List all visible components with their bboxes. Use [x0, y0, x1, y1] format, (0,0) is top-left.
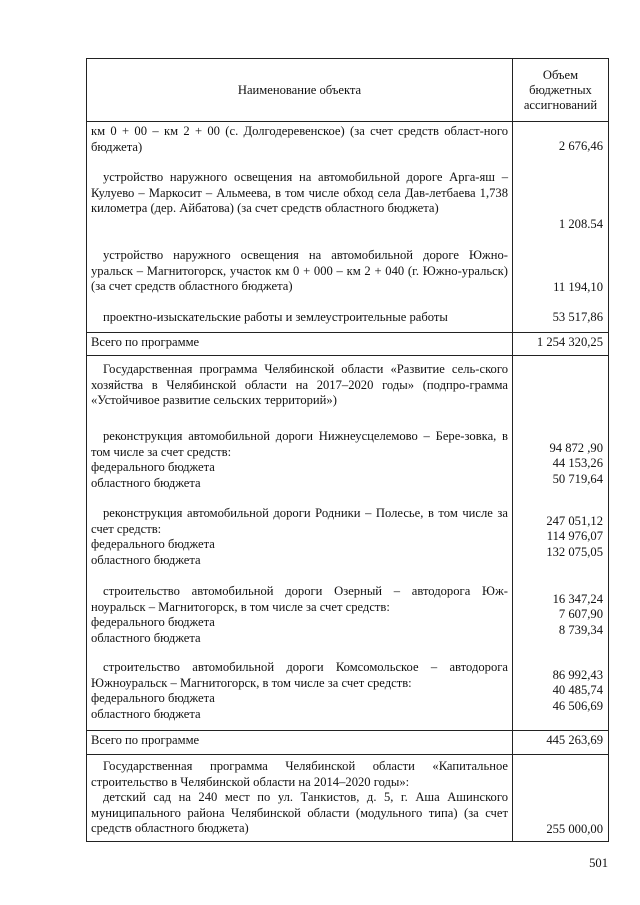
amount-value: 44 153,26: [552, 456, 603, 471]
object-name-cell: [87, 755, 513, 842]
program-title: Государственная программа Челябинской области «Капитальное строительство в Челябинской области на 2014–2020 годы»:: [91, 759, 508, 789]
amount-value: 94 872 ,90: [549, 440, 603, 455]
amount-value: 255 000,00: [513, 755, 609, 842]
amount-value: 46 506,69: [552, 698, 603, 713]
object-name-cell: [87, 356, 513, 731]
amount-cell: [513, 122, 609, 333]
amount-value: 16 347,24: [552, 591, 603, 606]
list-item: строительство автомобильной дороги Комсомольское – автодорога Южноуральск – Магнитогорск, в том числе за счет средств: федерального бюджета областного бюджета: [91, 660, 508, 721]
amount-value: 7 607,90: [558, 607, 603, 622]
total-label: Всего по программе: [87, 333, 513, 356]
amount-value: 40 485,74: [552, 683, 603, 698]
list-item: реконструкция автомобильной дороги Родники – Полесье, в том числе за счет средств: федерального бюджета областного бюджета: [91, 506, 508, 567]
amount-value: 8 739,34: [558, 622, 603, 637]
object-name-cell: [87, 122, 513, 333]
table-row: [87, 356, 609, 731]
list-item: детский сад на 240 мест по ул. Танкистов, д. 5, г. Аша Ашинского муниципального района Челябинской области (модульного типа) (за счет средств областного бюджета): [91, 790, 508, 836]
list-item: км 0 + 00 – км 2 + 00 (с. Долгодеревенское) (за счет средств област-ного бюджета): [91, 124, 508, 154]
list-item: проектно-изыскательские работы и землеустроительные работы: [103, 310, 448, 324]
program-title: Государственная программа Челябинской области «Развитие сель-ского хозяйства в Челябинской области на 2017–2020 годы» (подпро-грамма «Устойчивое развитие сельских территорий»): [91, 362, 508, 408]
column-header-amount: Объем бюджетных ассигнований: [513, 59, 609, 122]
table-row: [87, 755, 609, 842]
amount-cell: [513, 356, 609, 731]
table-header-row: [87, 59, 609, 122]
amount-value: 247 051,12: [546, 513, 603, 528]
table-row: [87, 122, 609, 333]
list-item: реконструкция автомобильной дороги Нижнеусцелемово – Бере-зовка, в том числе за счет средств: федерального бюджета областного бюджета: [91, 429, 508, 490]
list-item: устройство наружного освещения на автомобильной дороге Арга-яш – Кулуево – Маркосит – Альмеева, в том числе обход села Дав-летбаева 1,738 километра (дер. Айбатова) (за счет средств областного бюджета): [91, 170, 508, 216]
amount-value: 2 676,46: [558, 139, 603, 153]
amount-value: 53 517,86: [552, 310, 603, 324]
budget-table-page: [86, 58, 608, 842]
list-item: устройство наружного освещения на автомобильной дороге Южно-уральск – Магнитогорск, участок км 0 + 000 – км 2 + 040 (г. Южно-уральск) (за счет средств областного бюджета): [91, 248, 508, 294]
column-header-name: Наименование объекта: [87, 59, 513, 122]
amount-value: 114 976,07: [546, 529, 603, 544]
amount-value: 50 719,64: [552, 471, 603, 486]
amount-value: 132 075,05: [546, 544, 603, 559]
total-row: [87, 333, 609, 356]
total-label: Всего по программе: [87, 731, 513, 755]
total-value: 1 254 320,25: [513, 333, 609, 356]
amount-value: 86 992,43: [552, 667, 603, 682]
list-item: строительство автомобильной дороги Озерный – автодорога Юж-ноуральск – Магнитогорск, в том числе за счет средств: федерального бюджета областного бюджета: [91, 584, 508, 645]
page-number: 501: [589, 856, 608, 870]
amount-value: 11 194,10: [553, 280, 603, 294]
amount-value: 1 208.54: [558, 217, 603, 231]
total-value: 445 263,69: [513, 731, 609, 755]
budget-table: [86, 58, 609, 842]
total-row: [87, 731, 609, 755]
